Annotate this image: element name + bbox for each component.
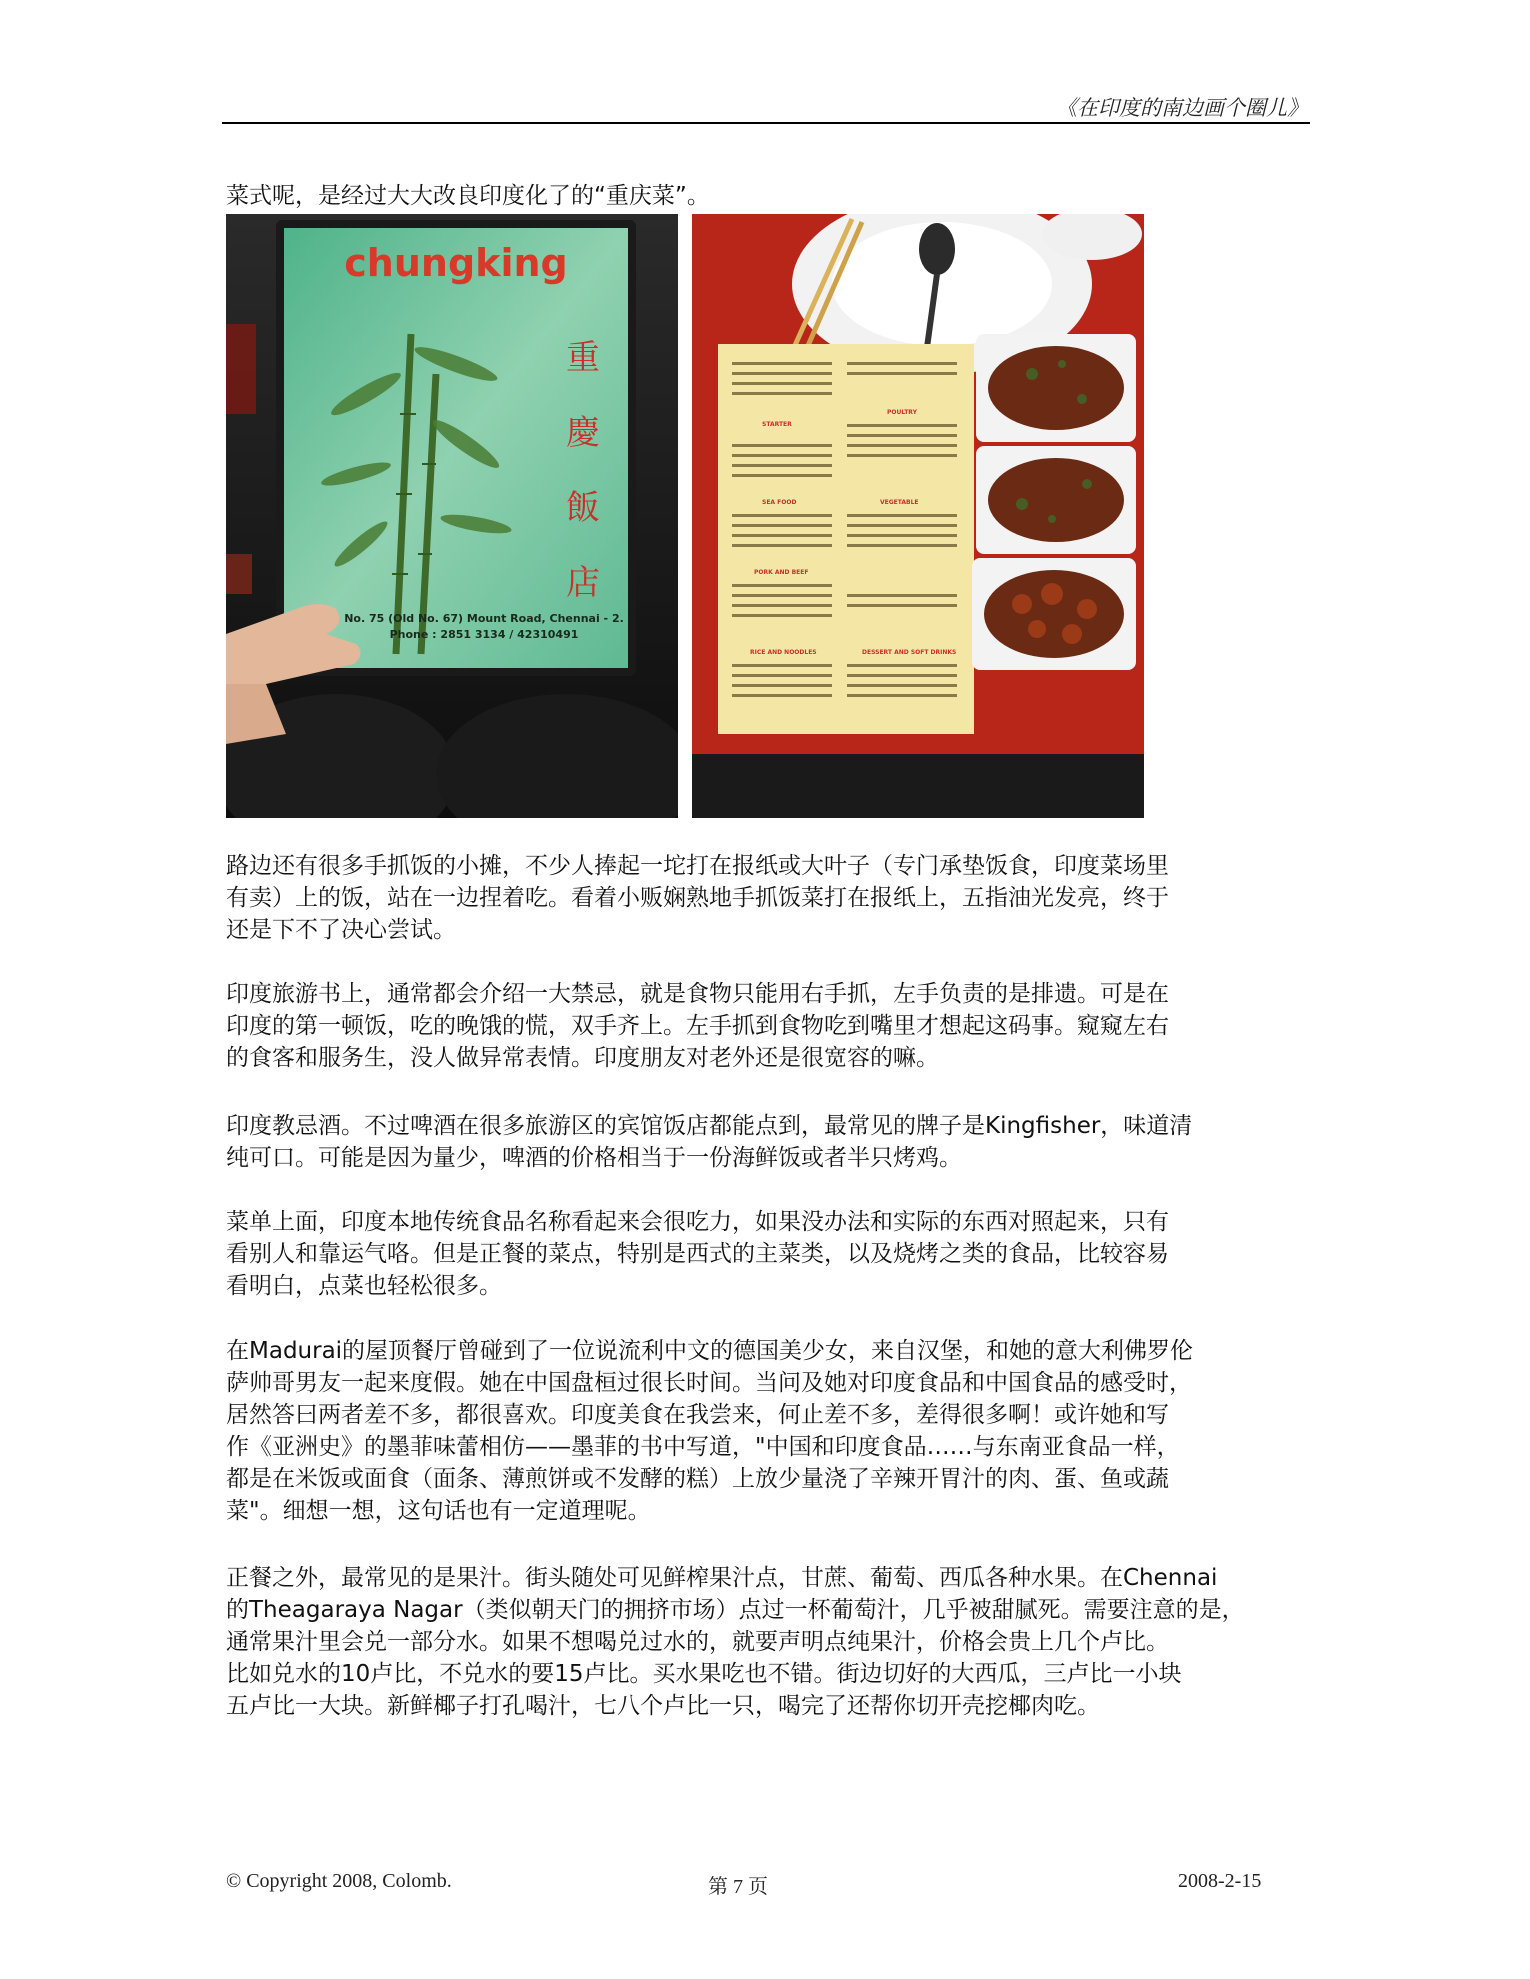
menu-chinese-char-1: 重 (566, 338, 600, 378)
footer-date: 2008-2-15 (1178, 1870, 1262, 1892)
paragraph-beer (226, 1110, 1316, 1174)
header-rule (222, 122, 1310, 124)
text-line: 五卢比一大块。新鲜椰子打孔喝汁，七八个卢比一只，喝完了还帮你切开壳挖椰肉吃。 (226, 1693, 1100, 1719)
text-line: 的Theagaraya Nagar（类似朝天门的拥挤市场）点过一杯葡萄汁，几乎被甜腻死。需要注意的是， (226, 1597, 1245, 1623)
footer-copyright: © Copyright 2008, Colomb. (226, 1870, 452, 1892)
body-text (226, 1335, 1316, 1527)
text-line: 作《亚洲史》的墨菲味蕾相仿——墨菲的书中写道，"中国和印度食品……与东南亚食品一样， (226, 1434, 1180, 1460)
menu-phone: Phone : 2851 3134 / 42310491 (389, 628, 579, 641)
text-line: 正餐之外，最常见的是果汁。街头随处可见鲜榨果汁点，甘蔗、葡萄、西瓜各种水果。在Chennai (226, 1565, 1218, 1591)
footer-page-number: 第 7 页 (708, 1876, 768, 1898)
body-text (226, 1206, 1316, 1302)
text-line: 看别人和靠运气咯。但是正餐的菜点，特别是西式的主菜类，以及烧烤之类的食品，比较容易 (226, 1241, 1169, 1267)
body-text (226, 850, 1316, 946)
text-line: 路边还有很多手抓饭的小摊，不少人捧起一坨打在报纸或大叶子（专门承垫饭食，印度菜场里 (226, 853, 1169, 879)
menu-section-poultry: POULTRY (887, 409, 917, 416)
text-line: 印度教忌酒。不过啤酒在很多旅游区的宾馆饭店都能点到，最常见的牌子是Kingfisher，味道清 (226, 1113, 1193, 1139)
header-title: 《在印度的南边画个圈儿》 (1056, 96, 1308, 120)
menu-address: No. 75 (Old No. 67) Mount Road, Chennai - 2. (344, 612, 624, 625)
menu-chinese-char-2: 慶 (566, 413, 600, 453)
text-line: 在Madurai的屋顶餐厅曾碰到了一位说流利中文的德国美少女，来自汉堡，和她的意大利佛罗伦 (226, 1338, 1194, 1364)
paragraph-street-food (226, 850, 1316, 946)
paragraph-hand-taboo (226, 978, 1316, 1074)
text-line: 比如兑水的10卢比，不兑水的要15卢比。买水果吃也不错。街边切好的大西瓜，三卢比一小块 (226, 1661, 1182, 1687)
menu-section-seafood: SEA FOOD (762, 499, 797, 506)
menu-dishes-photo (692, 214, 1144, 818)
menu-chinese-char-4: 店 (566, 563, 600, 603)
text-line: 都是在米饭或面食（面条、薄煎饼或不发酵的糕）上放少量浇了辛辣开胃汁的肉、蛋、鱼或蔬 (226, 1466, 1169, 1492)
text-line: 居然答曰两者差不多，都很喜欢。印度美食在我尝来，何止差不多，差得很多啊！或许她和写 (226, 1402, 1169, 1428)
text-line: 印度旅游书上，通常都会介绍一大禁忌，就是食物只能用右手抓，左手负责的是排遗。可是在 (226, 981, 1169, 1007)
body-text (226, 978, 1316, 1074)
text-line: 印度的第一顿饭，吃的晚饿的慌，双手齐上。左手抓到食物吃到嘴里才想起这码事。窥窥左右 (226, 1013, 1169, 1039)
text-line: 纯可口。可能是因为量少，啤酒的价格相当于一份海鲜饭或者半只烤鸡。 (226, 1145, 962, 1171)
intro-text: 菜式呢，是经过大大改良印度化了的“重庆菜”。 (226, 183, 710, 209)
text-line: 通常果汁里会兑一部分水。如果不想喝兑过水的，就要声明点纯果汁，价格会贵上几个卢比。 (226, 1629, 1169, 1655)
paragraph-madurai (226, 1335, 1316, 1527)
menu-section-starter: STARTER (762, 421, 792, 428)
body-text (226, 1110, 1316, 1174)
text-line: 有卖）上的饭，站在一边捏着吃。看着小贩娴熟地手抓饭菜打在报纸上，五指油光发亮，终于 (226, 885, 1169, 911)
text-line: 看明白，点菜也轻松很多。 (226, 1273, 502, 1299)
menu-cover-photo (226, 214, 678, 818)
menu-section-vegetable: VEGETABLE (880, 499, 919, 506)
paragraph-menu (226, 1206, 1316, 1302)
text-line: 菜单上面，印度本地传统食品名称看起来会很吃力，如果没办法和实际的东西对照起来，只有 (226, 1209, 1169, 1235)
body-text (226, 1562, 1316, 1722)
menu-section-dessert: DESSERT AND SOFT DRINKS (862, 649, 957, 656)
menu-brand-text: chungking (344, 241, 568, 285)
menu-chinese-char-3: 飯 (566, 488, 600, 528)
text-line: 还是下不了决心尝试。 (226, 917, 456, 943)
menu-section-rice-noodles: RICE AND NOODLES (750, 649, 817, 656)
text-line: 萨帅哥男友一起来度假。她在中国盘桓过很长时间。当问及她对印度食品和中国食品的感受时， (226, 1370, 1192, 1396)
menu-section-pork-beef: PORK AND BEEF (754, 569, 809, 576)
text-line: 菜"。细想一想，这句话也有一定道理呢。 (226, 1498, 651, 1524)
paragraph-juice (226, 1562, 1316, 1722)
text-line: 的食客和服务生，没人做异常表情。印度朋友对老外还是很宽容的嘛。 (226, 1045, 939, 1071)
